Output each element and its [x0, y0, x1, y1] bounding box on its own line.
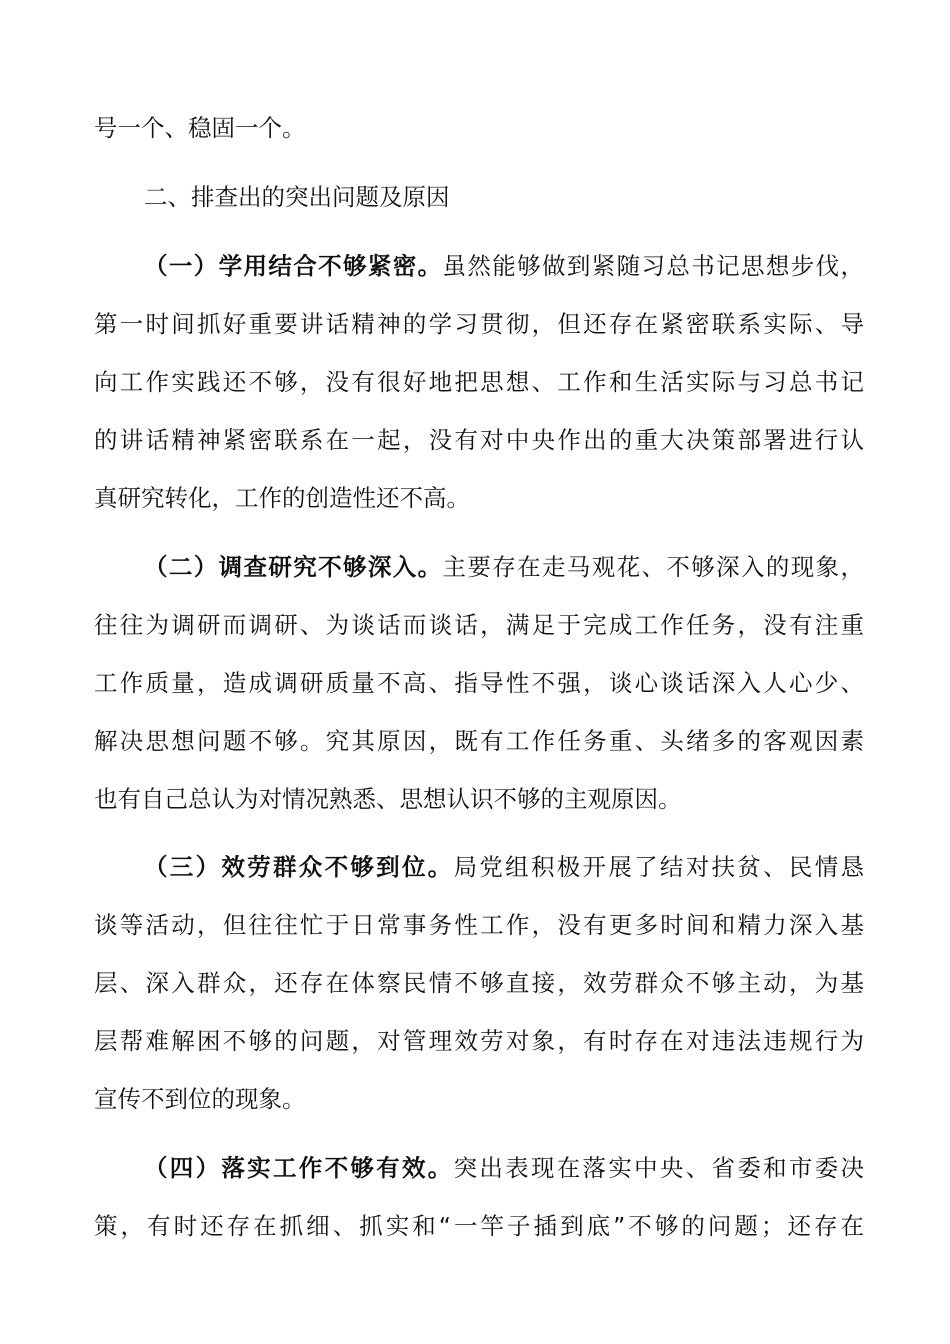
- paragraph-4-lead: （四）落实工作不够有效。: [144, 1154, 454, 1182]
- paragraph-1-line-4: 的讲话精神紧密联系在一起，没有对中央作出的重大决策部署进行认: [94, 426, 864, 454]
- paragraph-4-text: 突出表现在落实中央、省委和市委决: [453, 1154, 864, 1182]
- paragraph-2-line-2: 往往为调研而调研、为谈话而谈话，满足于完成工作任务，没有注重: [94, 611, 864, 639]
- paragraph-3-line-1: [144, 851, 864, 883]
- paragraph-1-line-5: 真研究转化，工作的创造性还不高。: [94, 484, 470, 512]
- paragraph-2-line-5: 也有自己总认为对情况熟悉、思想认识不够的主观原因。: [94, 785, 682, 813]
- paragraph-1-line-1: [144, 250, 864, 282]
- paragraph-3-line-2: 谈等活动，但往往忙于日常事务性工作，没有更多时间和精力深入基: [94, 911, 864, 939]
- carry-over-line: 号一个、稳固一个。: [94, 114, 306, 142]
- paragraph-1-line-3: 向工作实践还不够，没有很好地把思想、工作和生活实际与习总书记: [94, 368, 864, 396]
- paragraph-1-text: 虽然能够做到紧随习总书记思想步伐，: [442, 252, 864, 280]
- paragraph-2-line-4: 解决思想问题不够。究其原因，既有工作任务重、头绪多的客观因素: [94, 727, 864, 755]
- paragraph-3-line-5: 宣传不到位的现象。: [94, 1085, 306, 1113]
- paragraph-3-lead: （三）效劳群众不够到位。: [144, 853, 454, 881]
- paragraph-2-line-1: [144, 551, 864, 583]
- paragraph-3-line-4: 层帮难解困不够的问题，对管理效劳对象，有时存在对违法违规行为: [94, 1027, 864, 1055]
- paragraph-2-lead: （二）调查研究不够深入。: [144, 553, 443, 581]
- paragraph-2-line-3: 工作质量，造成调研质量不高、指导性不强，谈心谈话深入人心少、: [94, 669, 864, 697]
- paragraph-1-line-2: 第一时间抓好重要讲话精神的学习贯彻，但还存在紧密联系实际、导: [94, 310, 864, 338]
- paragraph-3-text: 局党组积极开展了结对扶贫、民情恳: [453, 853, 864, 881]
- paragraph-4-line-2: 策，有时还存在抓细、抓实和“一竿子插到底”不够的问题；还存在: [94, 1212, 864, 1240]
- paragraph-4-line-1: [144, 1152, 864, 1184]
- paragraph-1-lead: （一）学用结合不够紧密。: [144, 252, 443, 280]
- paragraph-3-line-3: 层、深入群众，还存在体察民情不够直接，效劳群众不够主动，为基: [94, 969, 864, 997]
- paragraph-2-text: 主要存在走马观花、不够深入的现象，: [442, 553, 864, 581]
- section-heading: 二、排查出的突出问题及原因: [144, 183, 450, 211]
